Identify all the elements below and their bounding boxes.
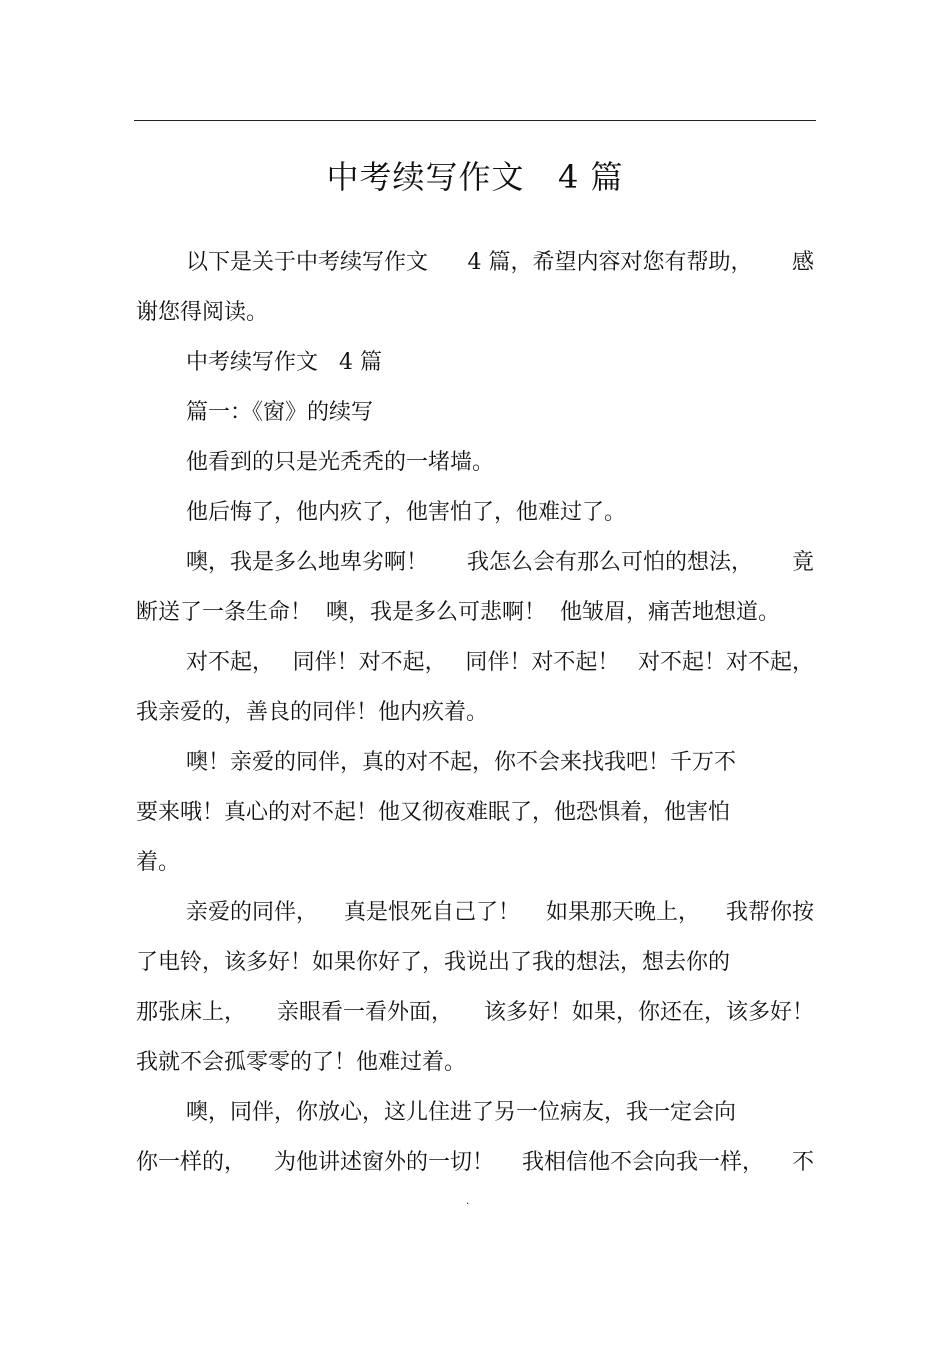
body-line-segment: 亲爱的同伴， (186, 900, 319, 925)
body-line: 要来哦！真心的对不起！他又彻夜难眠了，他恐惧着，他害怕 (136, 800, 731, 825)
body-line-segment: 以下是关于中考续写作文 (186, 250, 429, 275)
body-line: 中考续写作文 4 篇 (186, 350, 382, 375)
body-line-segment: 该多好！如果，你还在，该多好！ (483, 1000, 814, 1025)
body-line-segment: 竟 (791, 550, 814, 575)
body-line: 我亲爱的，善良的同伴！他内疚着。 (136, 700, 489, 725)
header-rule (134, 120, 816, 121)
body-line (186, 648, 814, 678)
body-line-segment: 如果那天晚上， (545, 900, 700, 925)
body-line: 噢，同伴，你放心，这儿住进了另一位病友，我一定会向 (186, 1100, 737, 1125)
body-line-segment: 我怎么会有那么可怕的想法， (466, 550, 753, 575)
body-line: 谢您得阅读。 (136, 300, 269, 325)
body-line-segment: 我相信他不会向我一样， (521, 1150, 764, 1175)
body-line (186, 898, 814, 928)
body-line-segment: 对不起！对不起， (637, 650, 814, 675)
body-line: 着。 (136, 850, 181, 875)
body-line-segment: 我帮你按 (725, 900, 814, 925)
body-line (136, 998, 814, 1028)
page-footer-mark: . (466, 1196, 470, 1207)
body-line-segment: 4 篇，希望内容对您有帮助， (467, 250, 753, 275)
body-line-segment: 亲眼看一看外面， (276, 1000, 453, 1025)
body-line: 他后悔了，他内疚了，他害怕了，他难过了。 (186, 500, 627, 525)
body-line: 噢！亲爱的同伴，真的对不起，你不会来找我吧！千万不 (186, 750, 737, 775)
body-line (186, 248, 814, 278)
body-line-segment: 不 (791, 1150, 814, 1175)
body-line-segment: 同伴！对不起， (292, 650, 447, 675)
body-line-segment: 感 (791, 250, 814, 275)
body-line-segment: 那张床上， (136, 1000, 247, 1025)
body-line: 了电铃，该多好！如果你好了，我说出了我的想法，想去你的 (136, 950, 731, 975)
body-line: 我就不会孤零零的了！他难过着。 (136, 1050, 467, 1075)
body-line (136, 1148, 814, 1178)
body-line (186, 548, 814, 578)
document-title: 中考续写作文 4 篇 (326, 158, 624, 196)
body-line-segment: 对不起， (186, 650, 275, 675)
body-line-segment: 为他讲述窗外的一切！ (273, 1150, 494, 1175)
body-line: 他看到的只是光秃秃的一堵墙。 (186, 450, 495, 475)
body-line-segment: 同伴！对不起！ (465, 650, 620, 675)
body-line: 篇一：《窗》的续写 (186, 400, 374, 425)
body-line-segment: 真是恨死自己了！ (343, 900, 520, 925)
body-line: 断送了一条生命！ 噢，我是多么可悲啊！ 他皱眉，痛苦地想道。 (136, 600, 780, 625)
body-line-segment: 噢，我是多么地卑劣啊！ (186, 550, 429, 575)
body-line-segment: 你一样的， (136, 1150, 247, 1175)
